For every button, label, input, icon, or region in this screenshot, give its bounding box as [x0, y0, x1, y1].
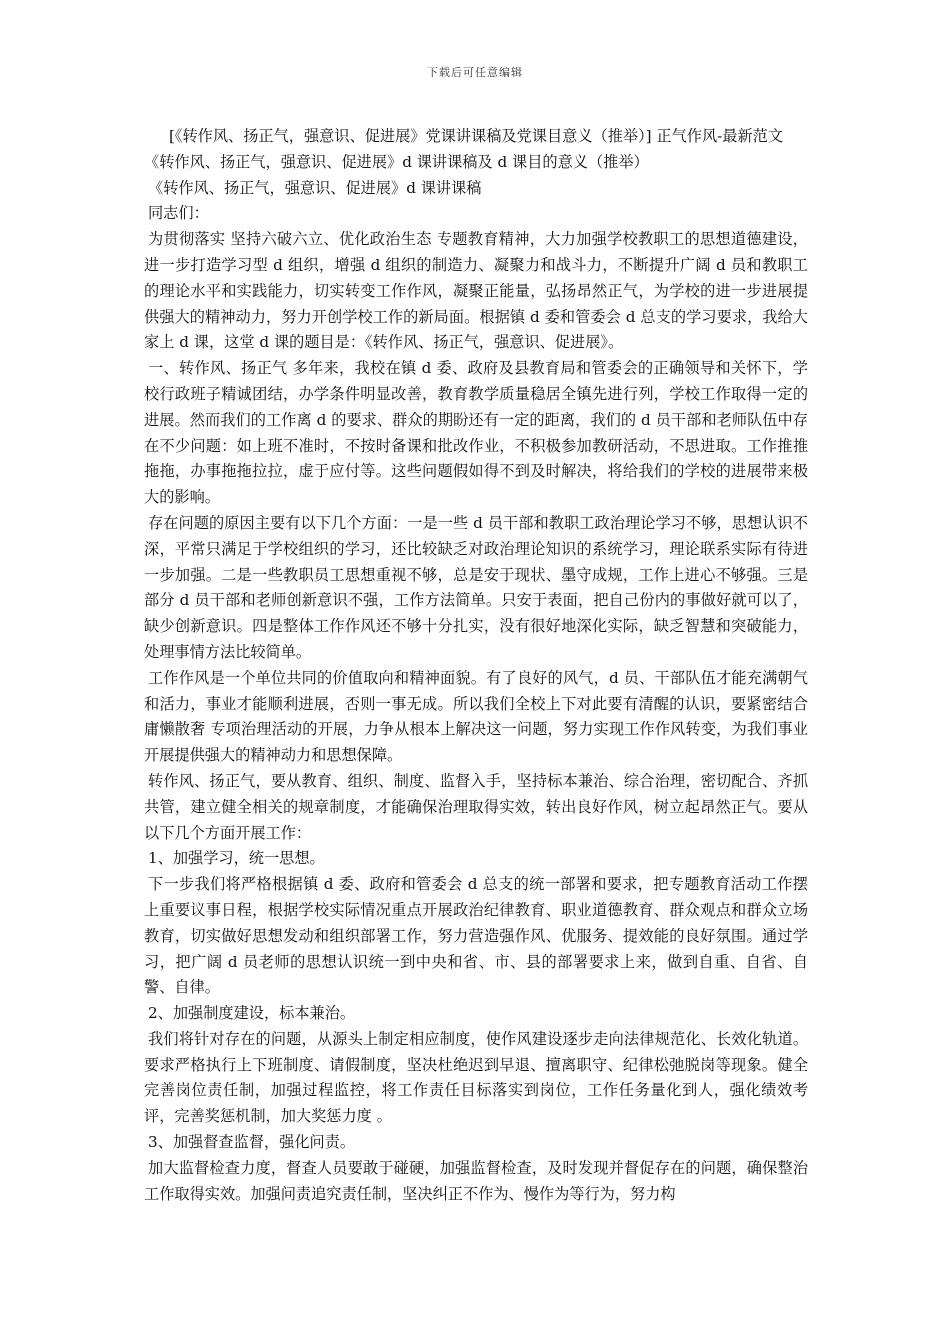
- heading-item-1: 1、加强学习，统一思想。: [148, 849, 325, 868]
- heading-item-2: 2、加强制度建设，标本兼治。: [148, 1004, 356, 1023]
- paragraph-work-style: 工作作风是一个单位共同的价值取向和精神面貌。有了良好的风气，d 员、干部队伍才能充满朝气和活力，事业才能顺利进展，否则一事无成。所以我们全校上下对此要有清醒的认识，要紧密结合 庸懒散奢 专项治理活动的开展，力争从根本上解决这一问题，努力实现工作作风转变，为我们事业开展提供强大的精神动力和思想保障。: [144, 668, 808, 765]
- document-title: [《转作风、扬正气，强意识、促进展》党课讲课稿及党课目意义（推举）] 正气作风-最新范文: [168, 127, 784, 145]
- header-note: 下载后可任意编辑: [427, 66, 523, 79]
- paragraph-item-2: 我们将针对存在的问题，从源头上制定相应制度，使作风建设逐步走向法律规范化、长效化轨道。要求严格执行上下班制度、请假制度，坚决杜绝迟到早退、擅离职守、纪律松弛脱岗等现象。健全完善岗位责任制，加强过程监控，将工作责任目标落实到岗位，工作任务量化到人，强化绩效考评，完善奖惩机制，加大奖惩力度 。: [144, 1029, 808, 1126]
- paragraph-item-1: 下一步我们将严格根据镇 d 委、政府和管委会 d 总支的统一部署和要求，把专题教育活动工作摆上重要议事日程，根据学校实际情况重点开展政治纪律教育、职业道德教育、群众观点和群众立场教育，切实做好思想发动和组织部署工作，努力营造强作风、优服务、提效能的良好氛围。通过学习，把广阔 d 员老师的思想认识统一到中央和省、市、县的部署要求上来，做到自重、自省、自警、自律。: [144, 875, 808, 997]
- greeting: 同志们：: [148, 204, 209, 223]
- paragraph-causes: 存在问题的原因主要有以下几个方面：一是一些 d 员干部和教职工政治理论学习不够，思想认识不深，平常只满足于学校组织的学习，还比较缺乏对政治理论知识的系统学习，理论联系实际有待进一步加强。二是一些教职员工思想重视不够，总是安于现状、墨守成规，工作上进心不够强。三是部分 d 员干部和老师创新意识不强，工作方法简单。只安于表面，把自己份内的事做好就可以了，缺少创新意识。四是整体工作作风还不够十分扎实，没有很好地深化实际，缺乏智慧和突破能力，处理事情方法比较简单。: [144, 513, 808, 661]
- paragraph-intro: 为贯彻落实 坚持六破六立、优化政治生态 专题教育精神，大力加强学校教职工的思想道德建设，进一步打造学习型 d 组织，增强 d 组织的制造力、凝聚力和战斗力，不断提升广阔 d 员和教职工的理论水平和实践能力，切实转变工作作风，凝聚正能量，弘扬昂然正气，为学校的进一步进展提供强大的精神动力，努力开创学校工作的新局面。根据镇 d 委和管委会 d 总支的学习要求，我给大家上 d 课，这堂 d 课的题目是：《转作风、扬正气，强意识、促进展》。: [144, 230, 808, 352]
- document-subtitle: 《转作风、扬正气，强意识、促进展》d 课讲课稿及 d 课目的意义（推举）: [144, 152, 649, 171]
- heading-item-3: 3、加强督查监督，强化问责。: [148, 1133, 356, 1152]
- paragraph-item-3: 加大监督检查力度，督查人员要敢于碰硬，加强监督检查，及时发现并督促存在的问题，确保整治工作取得实效。加强问责追究责任制，坚决纠正不作为、慢作为等行为，努力构: [144, 1158, 808, 1203]
- paragraph-section-one: 一、转作风、扬正气 多年来，我校在镇 d 委、政府及县教育局和管委会的正确领导和关怀下，学校行政班子精诚团结，办学条件明显改善，教育教学质量稳居全镇先进行列，学校工作取得一定的进展。然而我们的工作离 d 的要求、群众的期盼还有一定的距离，我们的 d 员干部和老师队伍中存在不少问题：如上班不准时，不按时备课和批改作业，不积极参加教研活动，不思进取。工作推推拖拖，办事拖拖拉拉，虚于应付等。这些问题假如得不到及时解决，将给我们的学校的进展带来极大的影响。: [144, 359, 808, 507]
- lecture-title: 《转作风、扬正气，强意识、促进展》d 课讲课稿: [148, 178, 482, 197]
- document-body: [144, 124, 808, 1207]
- paragraph-approach: 转作风、扬正气，要从教育、组织、制度、监督入手，坚持标本兼治、综合治理，密切配合、齐抓共管，建立健全相关的规章制度，才能确保治理取得实效，转出良好作风，树立起昂然正气。要从以下几个方面开展工作：: [144, 771, 808, 842]
